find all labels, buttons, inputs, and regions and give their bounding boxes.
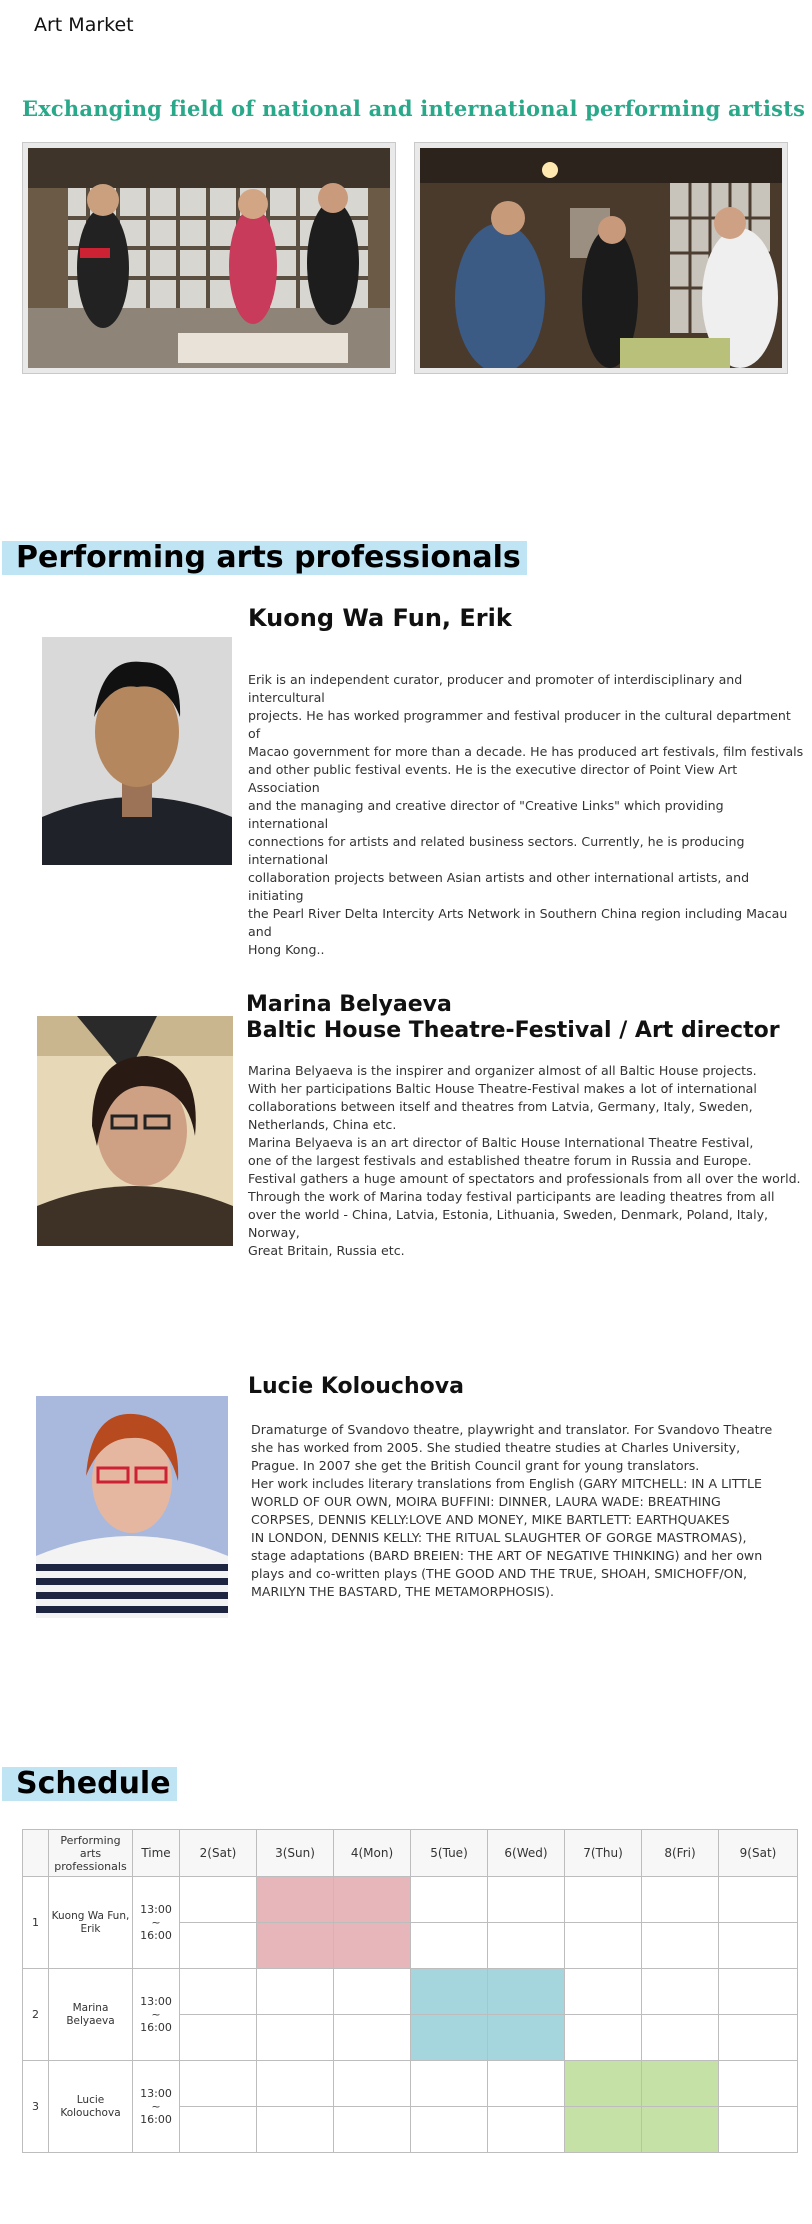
schedule-header-row [23, 1830, 798, 1877]
schedule-cell [719, 2015, 798, 2061]
person-name-lucie: Lucie Kolouchova [248, 1374, 464, 1399]
art-market-photo-2 [414, 142, 788, 374]
schedule-cell [411, 2061, 488, 2107]
schedule-header-day: 2(Sat) [180, 1830, 257, 1877]
schedule-cell [180, 1877, 257, 1923]
schedule-header-day: 5(Tue) [411, 1830, 488, 1877]
schedule-cell [719, 1877, 798, 1923]
schedule-cell-booked [411, 2015, 488, 2061]
schedule-row-number: 3 [23, 2061, 49, 2153]
schedule-cell-booked [565, 2061, 642, 2107]
schedule-cell-booked [642, 2107, 719, 2153]
schedule-row [23, 1969, 798, 2015]
person-bio-lucie: Dramaturge of Svandovo theatre, playwright and translator. For Svandovo Theatre she has worked from 2005. She studied theatre studies at Charles University, Prague. In 2007 she get the British Council grant for young translators. Her work includes literary translations from English (GARY MITCHELL: IN A LITTLE WORLD OF OUR OWN, MOIRA BUFFINI: DINNER, LAURA WADE: BREATHING CORPSES, DENNIS KELLY:LOVE AND MONEY, MIKE BARTLETT: EARTHQUAKES IN LONDON, DENNIS KELLY: THE RITUAL SLAUGHTER OF GORGE MASTROMAS), stage adaptations (BARD BREIEN: THE ART OF NEGATIVE THINKING) and her own plays and co-written plays (THE GOOD AND THE TRUE, SHOAH, SMICHOFF/ON, MARILYN THE BASTARD, THE METAMORPHOSIS). [251, 1422, 773, 1599]
section-heading-professionals: Performing arts professionals [2, 541, 527, 575]
schedule-cell [334, 2061, 411, 2107]
schedule-cell [719, 2061, 798, 2107]
person-name-marina [246, 992, 780, 1044]
art-market-photo-1 [22, 142, 396, 374]
schedule-cell [334, 1969, 411, 2015]
schedule-header-day: 9(Sat) [719, 1830, 798, 1877]
schedule-cell-booked [488, 2015, 565, 2061]
schedule-cell [257, 2061, 334, 2107]
schedule-cell [565, 1877, 642, 1923]
schedule-table [22, 1829, 798, 2153]
schedule-cell-booked [257, 1923, 334, 1969]
schedule-cell [719, 1969, 798, 2015]
schedule-header-num [23, 1830, 49, 1877]
person-name-marina-line1: Marina Belyaeva [246, 992, 452, 1017]
page-title: Art Market [34, 14, 134, 36]
schedule-cell [565, 2015, 642, 2061]
schedule-cell [180, 2107, 257, 2153]
schedule-cell [642, 2015, 719, 2061]
person-name-erik: Kuong Wa Fun, Erik [248, 604, 512, 632]
schedule-row-time: 13:00 ~ 16:00 [133, 2061, 180, 2153]
person-bio-marina: Marina Belyaeva is the inspirer and organizer almost of all Baltic House projects. With her participations Baltic House Theatre-Festival makes a lot of international collaborations between itself and theatres from Latvia, Germany, Italy, Sweden, Netherlands, China etc. Marina Belyaeva is an art director of Baltic House International Theatre Festival, one of the largest festivals and established theatre forum in Russia and Europe. Festival gathers a huge amount of spectators and professionals from all over the world. Through the work of Marina today festival participants are leading theatres from all over the world - China, Latvia, Estonia, Lithuania, Sweden, Denmark, Poland, Italy, Norway, Great Britain, Russia etc. [248, 1063, 801, 1258]
schedule-cell [257, 2107, 334, 2153]
schedule-cell [488, 1923, 565, 1969]
schedule-header-day: 4(Mon) [334, 1830, 411, 1877]
schedule-cell-booked [411, 1969, 488, 2015]
schedule-cell [411, 2107, 488, 2153]
schedule-cell [719, 2107, 798, 2153]
schedule-row-name: Kuong Wa Fun, Erik [49, 1877, 133, 1969]
schedule-header-time: Time [133, 1830, 180, 1877]
schedule-row-time: 13:00 ~ 16:00 [133, 1877, 180, 1969]
schedule-row [23, 1877, 798, 1923]
schedule-header-day: 8(Fri) [642, 1830, 719, 1877]
schedule-row-number: 2 [23, 1969, 49, 2061]
schedule-cell [334, 2107, 411, 2153]
schedule-cell-booked [334, 1877, 411, 1923]
schedule-cell [257, 2015, 334, 2061]
schedule-cell-booked [488, 1969, 565, 2015]
schedule-row-number: 1 [23, 1877, 49, 1969]
schedule-cell [411, 1877, 488, 1923]
schedule-header-day: 6(Wed) [488, 1830, 565, 1877]
schedule-header-professionals: Performing arts professionals [49, 1830, 133, 1877]
schedule-cell [488, 2061, 565, 2107]
person-name-marina-line2: Baltic House Theatre-Festival / Art director [246, 1018, 780, 1043]
portrait-erik [42, 637, 232, 865]
schedule-cell [411, 1923, 488, 1969]
intro-tagline: Exchanging field of national and international performing artists [22, 96, 806, 121]
schedule-cell [180, 2015, 257, 2061]
schedule-header-day: 3(Sun) [257, 1830, 334, 1877]
schedule-cell [180, 2061, 257, 2107]
schedule-cell [642, 1969, 719, 2015]
section-heading-schedule: Schedule [2, 1767, 177, 1801]
schedule-cell [565, 1969, 642, 2015]
schedule-cell [565, 1923, 642, 1969]
schedule-row-time: 13:00 ~ 16:00 [133, 1969, 180, 2061]
schedule-cell-booked [257, 1877, 334, 1923]
portrait-marina [37, 1016, 233, 1246]
schedule-cell-booked [565, 2107, 642, 2153]
person-bio-erik: Erik is an independent curator, producer and promoter of interdisciplinary and intercultural projects. He has worked programmer and festival producer in the cultural department of Macao government for more than a decade. He has produced art festivals, film festivals and other public festival events. He is the executive director of Point View Art Association and the managing and creative director of "Creative Links" which providing international connections for artists and related business sectors. Currently, he is producing international collaboration projects between Asian artists and other international artists, and initiating the Pearl River Delta Intercity Arts Network in Southern China region including Macau and Hong Kong.. [248, 672, 804, 957]
schedule-cell [257, 1969, 334, 2015]
schedule-cell-booked [334, 1923, 411, 1969]
schedule-row-name: Lucie Kolouchova [49, 2061, 133, 2153]
schedule-row [23, 2061, 798, 2107]
schedule-cell [180, 1923, 257, 1969]
schedule-cell [488, 1877, 565, 1923]
schedule-cell [642, 1923, 719, 1969]
schedule-cell [488, 2107, 565, 2153]
portrait-lucie [36, 1396, 228, 1618]
schedule-cell-booked [642, 2061, 719, 2107]
schedule-cell [642, 1877, 719, 1923]
schedule-header-day: 7(Thu) [565, 1830, 642, 1877]
schedule-cell [334, 2015, 411, 2061]
schedule-cell [180, 1969, 257, 2015]
schedule-cell [719, 1923, 798, 1969]
schedule-row-name: Marina Belyaeva [49, 1969, 133, 2061]
